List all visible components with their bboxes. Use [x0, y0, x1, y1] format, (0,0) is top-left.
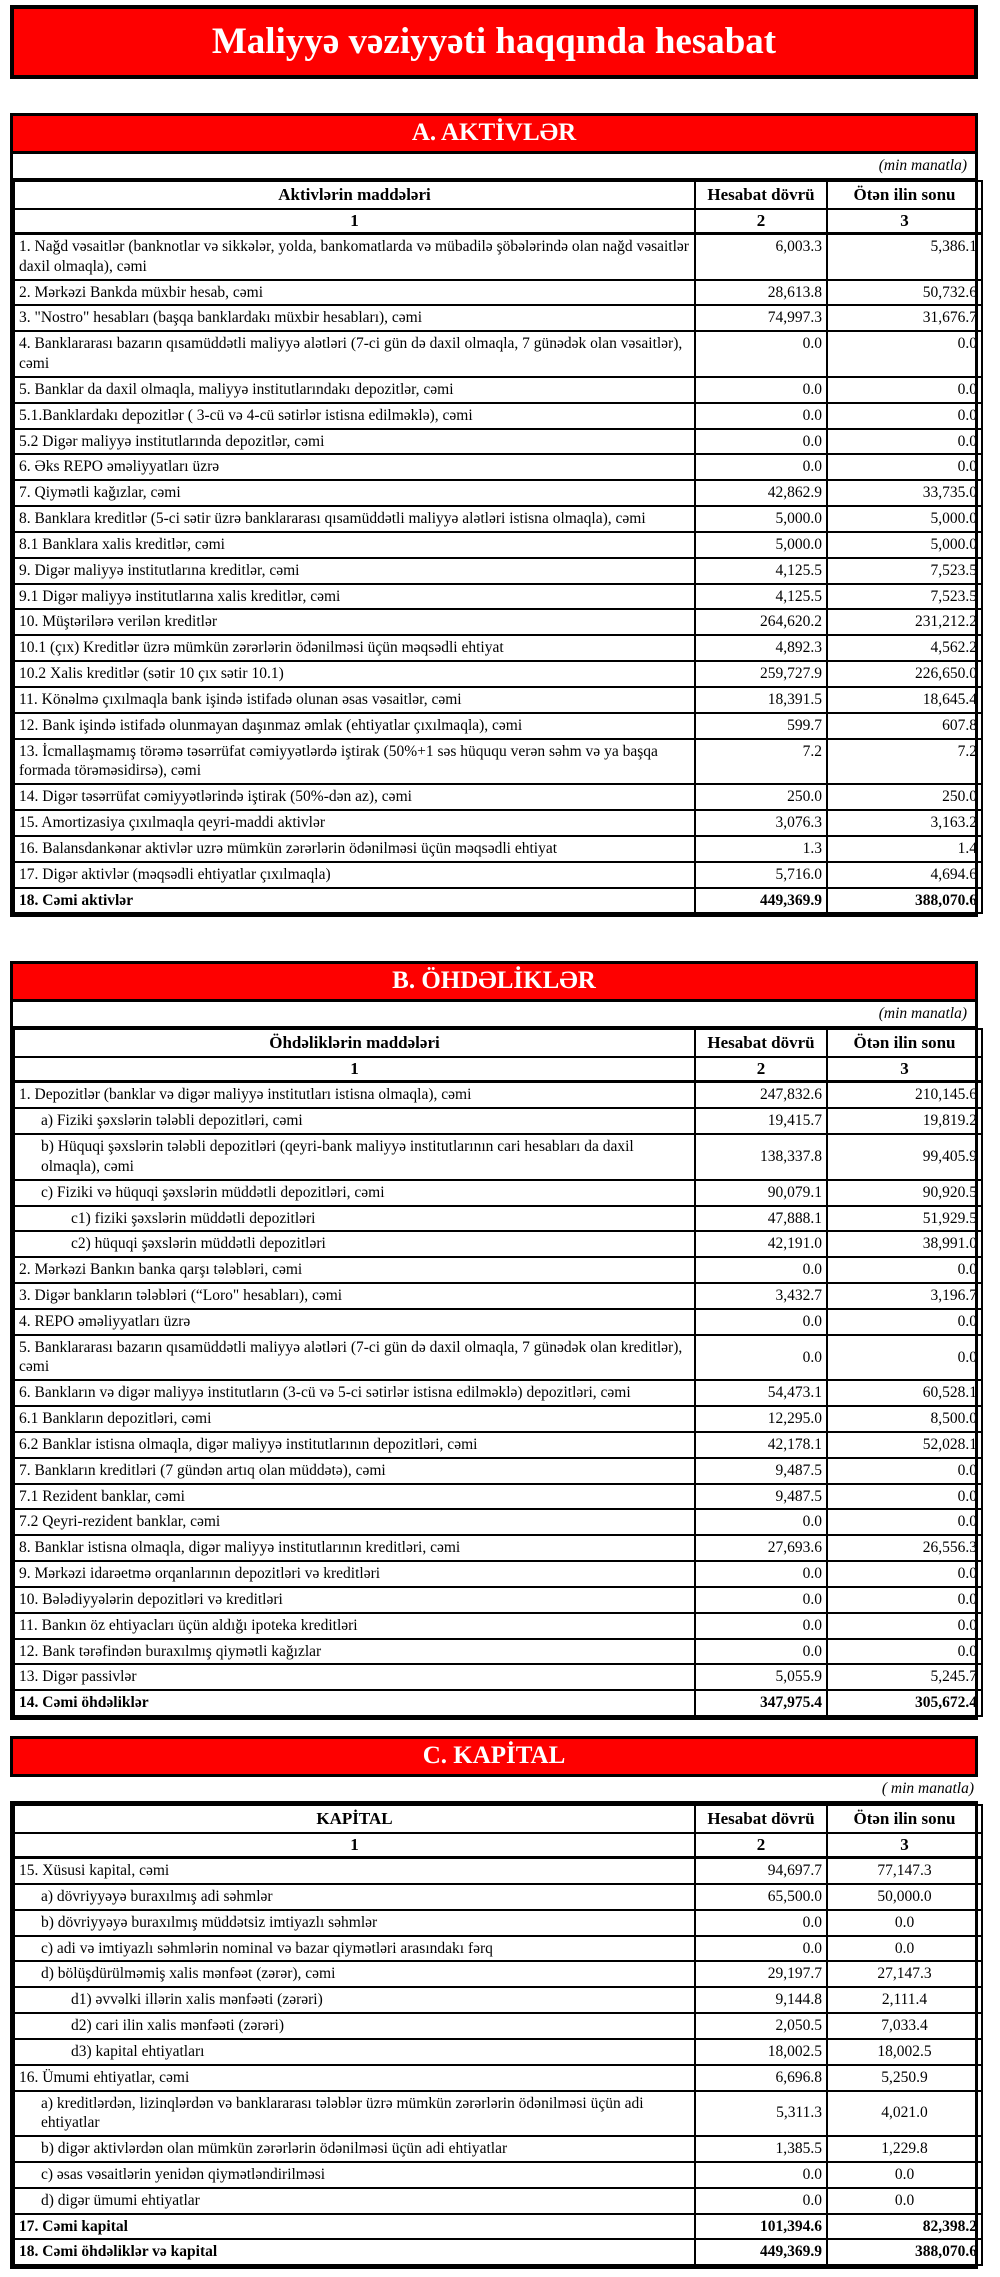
row-label: d3) kapital ehtiyatları: [14, 2039, 695, 2065]
table-row: [14, 2239, 982, 2265]
col-index-1: 1: [14, 1057, 695, 1082]
row-value-current: 449,369.9: [695, 2239, 827, 2265]
table-row: [14, 1283, 982, 1309]
row-label: 18. Cəmi aktivlər: [14, 888, 695, 914]
row-value-current: 9,487.5: [695, 1484, 827, 1510]
row-value-current: 90,079.1: [695, 1180, 827, 1206]
col-index-1: 1: [14, 1833, 695, 1858]
row-value-previous: 38,991.0: [827, 1231, 982, 1257]
table-row: [14, 454, 982, 480]
table-row: [14, 1961, 982, 1987]
row-value-previous: 99,405.9: [827, 1134, 982, 1180]
table-row: [14, 1380, 982, 1406]
row-value-current: 18,391.5: [695, 687, 827, 713]
col-index-2: 2: [695, 1833, 827, 1858]
row-value-current: 28,613.8: [695, 280, 827, 306]
row-label: 11. Könəlmə çıxılmaqla bank işində istifadə olunan əsas vəsaitlər, cəmi: [14, 687, 695, 713]
table-row: [14, 1406, 982, 1432]
table-row: [14, 1108, 982, 1134]
row-label: 9. Digər maliyyə institutlarına kreditlər, cəmi: [14, 558, 695, 584]
row-label: 1. Nağd vəsaitlər (banknotlar və sikkələr, yolda, bankomatlarda və mübadilə şöbələrində olan nağd vəsaitlər daxil olmaqla), cəmi: [14, 234, 695, 280]
items-header-cell: KAPİTAL: [14, 1805, 695, 1833]
row-label: 13. Digər passivlər: [14, 1664, 695, 1690]
items-header-cell: Aktivlərin maddələri: [14, 181, 695, 209]
row-value-current: 47,888.1: [695, 1206, 827, 1232]
row-value-current: 2,050.5: [695, 2013, 827, 2039]
row-value-current: 94,697.7: [695, 1858, 827, 1884]
row-value-current: 42,191.0: [695, 1231, 827, 1257]
table-row: [14, 1561, 982, 1587]
row-value-previous: 0.0: [827, 1639, 982, 1665]
row-value-current: 42,862.9: [695, 480, 827, 506]
table-row: [14, 1134, 982, 1180]
row-value-previous: 0.0: [827, 1613, 982, 1639]
row-label: 5.2 Digər maliyyə institutlarında depozitlər, cəmi: [14, 429, 695, 455]
row-value-previous: 0.0: [827, 1561, 982, 1587]
row-label: 6.2 Banklar istisna olmaqla, digər maliyyə institutlarının depozitləri, cəmi: [14, 1432, 695, 1458]
section-b-header-band: [13, 964, 975, 1002]
row-value-current: 6,696.8: [695, 2065, 827, 2091]
row-value-previous: 7,523.5: [827, 584, 982, 610]
row-value-current: 259,727.9: [695, 661, 827, 687]
row-value-current: 6,003.3: [695, 234, 827, 280]
col-index-3: 3: [827, 1057, 982, 1082]
section-a-unit-note: (min manatla): [13, 154, 975, 180]
row-value-previous: 0.0: [827, 1309, 982, 1335]
row-value-previous: 0.0: [827, 1509, 982, 1535]
row-label: 18. Cəmi öhdəliklər və kapital: [14, 2239, 695, 2265]
row-value-current: 247,832.6: [695, 1082, 827, 1108]
table-row: [14, 506, 982, 532]
row-value-previous: 4,562.2: [827, 635, 982, 661]
report-title-banner: [10, 5, 978, 79]
previous-period-header-cell: Ötən ilin sonu: [827, 1029, 982, 1057]
previous-period-header-cell: Ötən ilin sonu: [827, 181, 982, 209]
row-label: c) əsas vəsaitlərin yenidən qiymətləndirilməsi: [14, 2162, 695, 2188]
row-value-previous: 1,229.8: [827, 2136, 982, 2162]
row-value-current: 65,500.0: [695, 1884, 827, 1910]
table-row: [14, 1180, 982, 1206]
current-period-header-cell: Hesabat dövrü: [695, 1805, 827, 1833]
row-value-previous: 0.0: [827, 2188, 982, 2214]
row-value-current: 12,295.0: [695, 1406, 827, 1432]
row-value-previous: 52,028.1: [827, 1432, 982, 1458]
row-value-previous: 3,163.2: [827, 810, 982, 836]
table-row: [14, 1335, 982, 1381]
table-row: [14, 1206, 982, 1232]
row-value-previous: 1.4: [827, 836, 982, 862]
table-row: [14, 2065, 982, 2091]
row-value-previous: 77,147.3: [827, 1858, 982, 1884]
row-value-current: 4,892.3: [695, 635, 827, 661]
row-value-previous: 0.0: [827, 2162, 982, 2188]
row-value-current: 5,716.0: [695, 862, 827, 888]
table-row: [14, 1231, 982, 1257]
column-index-row: [14, 1057, 982, 1082]
table-row: [14, 1082, 982, 1108]
row-value-previous: 607.8: [827, 713, 982, 739]
row-value-current: 138,337.8: [695, 1134, 827, 1180]
row-value-current: 0.0: [695, 1910, 827, 1936]
row-value-previous: 388,070.6: [827, 2239, 982, 2265]
row-value-current: 1.3: [695, 836, 827, 862]
row-value-current: 5,000.0: [695, 532, 827, 558]
row-label: 11. Bankın öz ehtiyacları üçün aldığı ipoteka kreditləri: [14, 1613, 695, 1639]
row-label: 8.1 Banklara xalis kreditlər, cəmi: [14, 532, 695, 558]
row-value-current: 5,055.9: [695, 1664, 827, 1690]
row-value-previous: 0.0: [827, 1910, 982, 1936]
table-row: [14, 1484, 982, 1510]
row-value-previous: 0.0: [827, 429, 982, 455]
row-label: 10.1 (çıx) Kreditlər üzrə mümkün zərərlərin ödənilməsi üçün məqsədli ehtiyat: [14, 635, 695, 661]
table-row: [14, 784, 982, 810]
section-a-title: A. AKTİVLƏR: [411, 119, 577, 146]
table-row: [14, 1664, 982, 1690]
row-value-current: 0.0: [695, 2188, 827, 2214]
row-label: 16. Ümumi ehtiyatlar, cəmi: [14, 2065, 695, 2091]
row-label: 15. Amortizasiya çıxılmaqla qeyri-maddi aktivlər: [14, 810, 695, 836]
row-value-previous: 388,070.6: [827, 888, 982, 914]
table-row: [14, 2013, 982, 2039]
row-label: 7.1 Rezident banklar, cəmi: [14, 1484, 695, 1510]
row-value-previous: 82,398.2: [827, 2214, 982, 2240]
row-value-previous: 27,147.3: [827, 1961, 982, 1987]
table-row: [14, 2039, 982, 2065]
row-label: 2. Mərkəzi Bankda müxbir hesab, cəmi: [14, 280, 695, 306]
row-value-current: 0.0: [695, 1613, 827, 1639]
row-value-current: 0.0: [695, 1309, 827, 1335]
table-row: [14, 635, 982, 661]
row-value-current: 0.0: [695, 429, 827, 455]
row-label: 17. Cəmi kapital: [14, 2214, 695, 2240]
row-label: c) Fiziki və hüquqi şəxslərin müddətli depozitləri, cəmi: [14, 1180, 695, 1206]
row-label: 13. İcmallaşmamış törəmə təsərrüfat cəmiyyətlərdə iştirak (50%+1 səs hüququ verən səhm və ya başqa formada törəməsidirsə), cəmi: [14, 739, 695, 785]
row-value-previous: 0.0: [827, 454, 982, 480]
row-value-previous: 3,196.7: [827, 1283, 982, 1309]
row-label: 10. Müştərilərə verilən kreditlər: [14, 609, 695, 635]
row-value-current: 0.0: [695, 2162, 827, 2188]
current-period-header-cell: Hesabat dövrü: [695, 1029, 827, 1057]
row-label: 17. Digər aktivlər (məqsədli ehtiyatlar çıxılmaqla): [14, 862, 695, 888]
row-value-previous: 7,033.4: [827, 2013, 982, 2039]
row-label: 12. Bank işində istifadə olunmayan daşınmaz əmlak (ehtiyatlar çıxılmaqla), cəmi: [14, 713, 695, 739]
table-row: [14, 584, 982, 610]
row-value-current: 18,002.5: [695, 2039, 827, 2065]
col-index-2: 2: [695, 1057, 827, 1082]
row-label: 1. Depozitlər (banklar və digər maliyyə institutları istisna olmaqla), cəmi: [14, 1082, 695, 1108]
table-row: [14, 1858, 982, 1884]
row-label: 7. Bankların kreditləri (7 gündən artıq olan müddətə), cəmi: [14, 1458, 695, 1484]
row-label: d1) əvvəlki illərin xalis mənfəəti (zərəri): [14, 1987, 695, 2013]
row-value-previous: 50,732.6: [827, 280, 982, 306]
row-value-previous: 5,000.0: [827, 506, 982, 532]
row-value-current: 4,125.5: [695, 558, 827, 584]
table-row: [14, 1432, 982, 1458]
row-value-previous: 0.0: [827, 403, 982, 429]
row-value-previous: 4,021.0: [827, 2091, 982, 2137]
row-value-previous: 250.0: [827, 784, 982, 810]
row-value-previous: 8,500.0: [827, 1406, 982, 1432]
table-row: [14, 1458, 982, 1484]
row-value-current: 3,076.3: [695, 810, 827, 836]
col-index-3: 3: [827, 1833, 982, 1858]
table-row: [14, 1936, 982, 1962]
table-row: [14, 377, 982, 403]
column-header-row: [14, 1805, 982, 1833]
row-value-current: 449,369.9: [695, 888, 827, 914]
row-value-current: 3,432.7: [695, 1283, 827, 1309]
row-value-previous: 2,111.4: [827, 1987, 982, 2013]
current-period-header-cell: Hesabat dövrü: [695, 181, 827, 209]
row-value-current: 27,693.6: [695, 1535, 827, 1561]
row-value-current: 101,394.6: [695, 2214, 827, 2240]
row-label: 6. Əks REPO əməliyyatları üzrə: [14, 454, 695, 480]
row-value-previous: 0.0: [827, 1335, 982, 1381]
row-label: d) bölüşdürülməmiş xalis mənfəət (zərər), cəmi: [14, 1961, 695, 1987]
row-value-current: 19,415.7: [695, 1108, 827, 1134]
row-label: 10. Bələdiyyələrin depozitləri və kreditləri: [14, 1587, 695, 1613]
row-value-current: 9,487.5: [695, 1458, 827, 1484]
row-value-current: 599.7: [695, 713, 827, 739]
row-label: c) adi və imtiyazlı səhmlərin nominal və bazar qiymətləri arasındakı fərq: [14, 1936, 695, 1962]
row-value-current: 7.2: [695, 739, 827, 785]
row-label: b) dövriyyəyə buraxılmış müddətsiz imtiyazlı səhmlər: [14, 1910, 695, 1936]
row-value-previous: 210,145.6: [827, 1082, 982, 1108]
table-row: [14, 836, 982, 862]
row-value-previous: 5,000.0: [827, 532, 982, 558]
table-row: [14, 862, 982, 888]
row-label: d) digər ümumi ehtiyatlar: [14, 2188, 695, 2214]
row-value-previous: 226,650.0: [827, 661, 982, 687]
table-row: [14, 480, 982, 506]
row-value-current: 250.0: [695, 784, 827, 810]
row-value-previous: 7.2: [827, 739, 982, 785]
section-c-capital: [10, 1801, 978, 2269]
items-header-cell: Öhdəliklərin maddələri: [14, 1029, 695, 1057]
table-row: [14, 609, 982, 635]
section-c-table: [13, 1804, 983, 2266]
row-value-current: 29,197.7: [695, 1961, 827, 1987]
row-label: 12. Bank tərəfindən buraxılmış qiymətli kağızlar: [14, 1639, 695, 1665]
row-label: 3. Digər bankların tələbləri (“Loro" hesabları), cəmi: [14, 1283, 695, 1309]
row-value-previous: 51,929.5: [827, 1206, 982, 1232]
row-value-previous: 18,002.5: [827, 2039, 982, 2065]
table-row: [14, 558, 982, 584]
table-row: [14, 687, 982, 713]
table-row: [14, 1587, 982, 1613]
row-label: 9. Mərkəzi idarəetmə orqanlarının depozitləri və kreditləri: [14, 1561, 695, 1587]
row-label: c1) fiziki şəxslərin müddətli depozitləri: [14, 1206, 695, 1232]
row-value-current: 54,473.1: [695, 1380, 827, 1406]
table-row: [14, 280, 982, 306]
row-value-previous: 0.0: [827, 377, 982, 403]
table-row: [14, 2188, 982, 2214]
row-value-previous: 0.0: [827, 1936, 982, 1962]
row-label: b) digər aktivlərdən olan mümkün zərərlərin ödənilməsi üçün adi ehtiyatlar: [14, 2136, 695, 2162]
row-value-previous: 50,000.0: [827, 1884, 982, 1910]
row-value-previous: 0.0: [827, 1257, 982, 1283]
previous-period-header-cell: Ötən ilin sonu: [827, 1805, 982, 1833]
row-value-current: 0.0: [695, 1257, 827, 1283]
table-row: [14, 331, 982, 377]
row-value-current: 0.0: [695, 1639, 827, 1665]
row-label: d2) cari ilin xalis mənfəəti (zərəri): [14, 2013, 695, 2039]
row-label: 16. Balansdankənar aktivlər uzrə mümkün zərərlərin ödənilməsi üçün məqsədli ehtiyat: [14, 836, 695, 862]
row-value-current: 0.0: [695, 454, 827, 480]
row-label: 14. Digər təsərrüfat cəmiyyətlərində iştirak (50%-dən az), cəmi: [14, 784, 695, 810]
row-label: 15. Xüsusi kapital, cəmi: [14, 1858, 695, 1884]
row-value-current: 42,178.1: [695, 1432, 827, 1458]
table-row: [14, 713, 982, 739]
row-value-previous: 231,212.2: [827, 609, 982, 635]
row-label: 4. Banklararası bazarın qısamüddətli maliyyə alətləri (7-ci gün də daxil olmaqla, 7 günədək olan vəsaitlər), cəmi: [14, 331, 695, 377]
row-value-previous: 60,528.1: [827, 1380, 982, 1406]
row-label: 5. Banklararası bazarın qısamüddətli maliyyə alətləri (7-ci gün də daxil olmaqla, 7 günədək olan kreditlər), cəmi: [14, 1335, 695, 1381]
row-value-previous: 19,819.2: [827, 1108, 982, 1134]
row-value-previous: 0.0: [827, 331, 982, 377]
row-label: 5.1.Banklardakı depozitlər ( 3-cü və 4-cü sətirlər istisna edilməklə), cəmi: [14, 403, 695, 429]
table-row: [14, 1987, 982, 2013]
row-label: 7.2 Qeyri-rezident banklar, cəmi: [14, 1509, 695, 1535]
row-value-previous: 0.0: [827, 1587, 982, 1613]
section-a-assets: [10, 113, 978, 917]
row-label: 4. REPO əməliyyatları üzrə: [14, 1309, 695, 1335]
row-value-current: 9,144.8: [695, 1987, 827, 2013]
row-label: a) Fiziki şəxslərin tələbli depozitləri, cəmi: [14, 1108, 695, 1134]
table-row: [14, 2214, 982, 2240]
row-label: 5. Banklar da daxil olmaqla, maliyyə institutlarındakı depozitlər, cəmi: [14, 377, 695, 403]
row-label: a) dövriyyəyə buraxılmış adi səhmlər: [14, 1884, 695, 1910]
table-row: [14, 2091, 982, 2137]
row-label: 7. Qiymətli kağızlar, cəmi: [14, 480, 695, 506]
table-row: [14, 888, 982, 914]
column-header-row: [14, 1029, 982, 1057]
row-label: 6.1 Bankların depozitləri, cəmi: [14, 1406, 695, 1432]
row-value-previous: 26,556.3: [827, 1535, 982, 1561]
row-value-current: 0.0: [695, 1587, 827, 1613]
section-c-header-band: [10, 1736, 978, 1777]
table-row: [14, 2162, 982, 2188]
row-value-current: 5,000.0: [695, 506, 827, 532]
table-row: [14, 234, 982, 280]
table-row: [14, 2136, 982, 2162]
table-row: [14, 1535, 982, 1561]
row-value-previous: 5,386.1: [827, 234, 982, 280]
table-row: [14, 1884, 982, 1910]
column-index-row: [14, 209, 982, 234]
col-index-1: 1: [14, 209, 695, 234]
section-a-table: [13, 180, 983, 914]
row-label: 2. Mərkəzi Bankın banka qarşı tələbləri, cəmi: [14, 1257, 695, 1283]
table-row: [14, 305, 982, 331]
row-value-current: 264,620.2: [695, 609, 827, 635]
row-value-previous: 0.0: [827, 1484, 982, 1510]
table-row: [14, 810, 982, 836]
row-label: 14. Cəmi öhdəliklər: [14, 1690, 695, 1716]
section-b-unit-note: (min manatla): [13, 1002, 975, 1028]
table-row: [14, 739, 982, 785]
row-value-previous: 0.0: [827, 1458, 982, 1484]
row-value-previous: 90,920.5: [827, 1180, 982, 1206]
row-value-previous: 5,245.7: [827, 1664, 982, 1690]
table-row: [14, 532, 982, 558]
row-label: b) Hüquqi şəxslərin tələbli depozitləri (qeyri-bank maliyyə institutlarının cari hesabları da daxil olmaqla), cəmi: [14, 1134, 695, 1180]
row-label: c2) hüquqi şəxslərin müddətli depozitləri: [14, 1231, 695, 1257]
row-value-current: 4,125.5: [695, 584, 827, 610]
row-value-previous: 7,523.5: [827, 558, 982, 584]
row-value-current: 0.0: [695, 403, 827, 429]
row-label: 10.2 Xalis kreditlər (sətir 10 çıx sətir 10.1): [14, 661, 695, 687]
section-c-unit-note: ( min manatla): [881, 1780, 974, 1798]
row-value-previous: 18,645.4: [827, 687, 982, 713]
row-value-current: 0.0: [695, 1335, 827, 1381]
row-label: 8. Banklara kreditlər (5-ci sətir üzrə banklararası qısamüddətli maliyyə alətləri istisna olmaqla), cəmi: [14, 506, 695, 532]
row-value-current: 1,385.5: [695, 2136, 827, 2162]
table-row: [14, 1509, 982, 1535]
row-label: a) kreditlərdən, lizinqlərdən və banklararası tələblər üzrə mümkün zərərlərin ödənilməsi üçün adi ehtiyatlar: [14, 2091, 695, 2137]
table-row: [14, 403, 982, 429]
row-value-current: 0.0: [695, 331, 827, 377]
row-value-previous: 31,676.7: [827, 305, 982, 331]
row-value-previous: 305,672.4: [827, 1690, 982, 1716]
row-label: 9.1 Digər maliyyə institutlarına xalis kreditlər, cəmi: [14, 584, 695, 610]
row-value-previous: 4,694.6: [827, 862, 982, 888]
section-a-header-band: [13, 116, 975, 154]
section-b-title: B. ÖHDƏLİKLƏR: [392, 967, 596, 995]
row-value-current: 0.0: [695, 377, 827, 403]
row-label: 6. Bankların və digər maliyyə institutların (3-cü və 5-ci sətirlər istisna edilməklə) depozitləri, cəmi: [14, 1380, 695, 1406]
row-value-current: 5,311.3: [695, 2091, 827, 2137]
row-value-current: 0.0: [695, 1936, 827, 1962]
row-value-current: 0.0: [695, 1561, 827, 1587]
row-value-previous: 33,735.0: [827, 480, 982, 506]
table-row: [14, 1639, 982, 1665]
column-index-row: [14, 1833, 982, 1858]
row-label: 3. "Nostro" hesabları (başqa banklardakı müxbir hesabları), cəmi: [14, 305, 695, 331]
table-row: [14, 1690, 982, 1716]
row-label: 8. Banklar istisna olmaqla, digər maliyyə institutlarının kreditləri, cəmi: [14, 1535, 695, 1561]
col-index-3: 3: [827, 209, 982, 234]
table-row: [14, 1309, 982, 1335]
report-title: Maliyyə vəziyyəti haqqında hesabat: [211, 21, 777, 62]
section-b-table: [13, 1028, 983, 1717]
table-row: [14, 1910, 982, 1936]
row-value-current: 0.0: [695, 1509, 827, 1535]
col-index-2: 2: [695, 209, 827, 234]
table-row: [14, 1613, 982, 1639]
row-value-current: 347,975.4: [695, 1690, 827, 1716]
table-row: [14, 661, 982, 687]
row-value-current: 74,997.3: [695, 305, 827, 331]
section-b-liabilities: [10, 961, 978, 1720]
column-header-row: [14, 181, 982, 209]
section-c-title: C. KAPİTAL: [422, 1742, 566, 1770]
table-row: [14, 1257, 982, 1283]
table-row: [14, 429, 982, 455]
row-value-previous: 5,250.9: [827, 2065, 982, 2091]
